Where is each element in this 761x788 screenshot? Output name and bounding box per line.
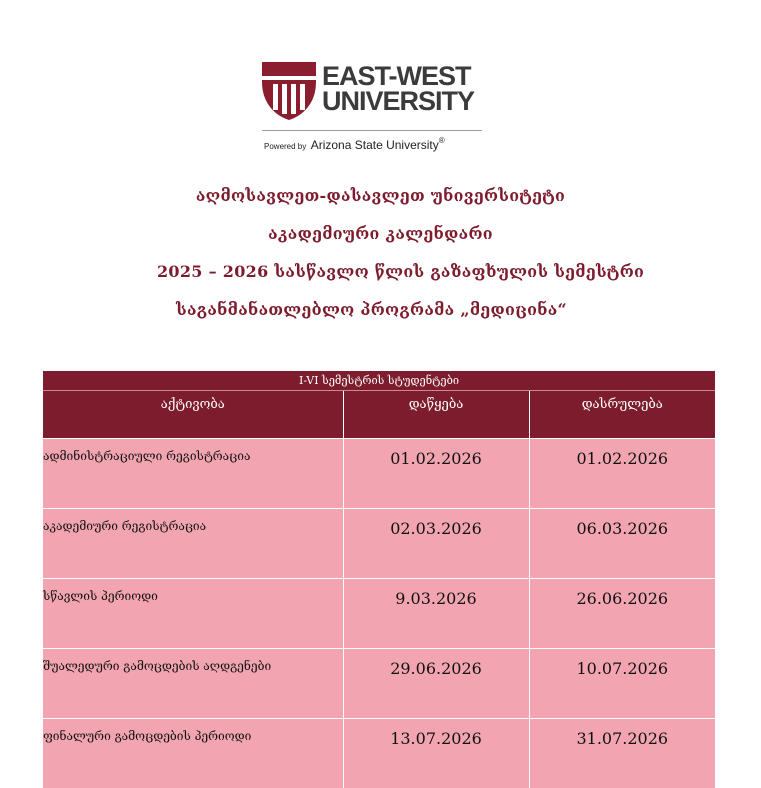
logo-line-2: UNIVERSITY — [322, 89, 474, 114]
calendar-title: აკადემიური კალენდარი — [0, 224, 761, 243]
program-title: საგანმანათლებლო პროგრამა „მედიცინა“ — [176, 300, 567, 319]
start-date-cell: 01.02.2026 — [343, 439, 529, 509]
start-date-cell: 29.06.2026 — [343, 649, 529, 719]
table-row — [43, 509, 715, 579]
table-row — [43, 719, 715, 788]
logo-wordmark — [322, 64, 474, 114]
activity-cell: ადმინისტრაციული რეგისტრაცია — [43, 439, 343, 509]
column-header-activity: აქტივობა — [43, 391, 343, 439]
table-group-header: I-VI სემესტრის სტუდენტები — [43, 371, 715, 391]
logo-powered-by — [264, 136, 445, 154]
powered-by-prefix: Powered by — [264, 142, 306, 151]
university-title: აღმოსავლეთ-დასავლეთ უნივერსიტეტი — [0, 186, 761, 205]
column-header-end: დასრულება — [529, 391, 715, 439]
start-date-cell: 9.03.2026 — [343, 579, 529, 649]
activity-cell: შუალედური გამოცდების აღდგენები — [43, 649, 343, 719]
activity-cell: სწავლის პერიოდი — [43, 579, 343, 649]
start-date-cell: 13.07.2026 — [343, 719, 529, 788]
end-date-cell: 01.02.2026 — [529, 439, 715, 509]
table-row — [43, 439, 715, 509]
table-row — [43, 649, 715, 719]
registered-mark: ® — [439, 136, 445, 145]
end-date-cell: 06.03.2026 — [529, 509, 715, 579]
academic-calendar-table — [43, 371, 715, 788]
start-date-cell: 02.03.2026 — [343, 509, 529, 579]
table-header-row — [43, 391, 715, 439]
activity-cell: ფინალური გამოცდების პერიოდი — [43, 719, 343, 788]
semester-title: 2025 – 2026 სასწავლო წლის გაზაფხულის სემესტრი — [157, 262, 644, 281]
end-date-cell: 26.06.2026 — [529, 579, 715, 649]
end-date-cell: 31.07.2026 — [529, 719, 715, 788]
university-emblem-icon — [262, 62, 316, 120]
end-date-cell: 10.07.2026 — [529, 649, 715, 719]
logo-line-1: EAST-WEST — [322, 64, 474, 89]
powered-by-name: Arizona State University — [311, 138, 439, 152]
activity-cell: აკადემიური რეგისტრაცია — [43, 509, 343, 579]
logo-divider — [262, 130, 482, 131]
column-header-start: დაწყება — [343, 391, 529, 439]
table-row — [43, 579, 715, 649]
university-logo — [262, 62, 484, 152]
